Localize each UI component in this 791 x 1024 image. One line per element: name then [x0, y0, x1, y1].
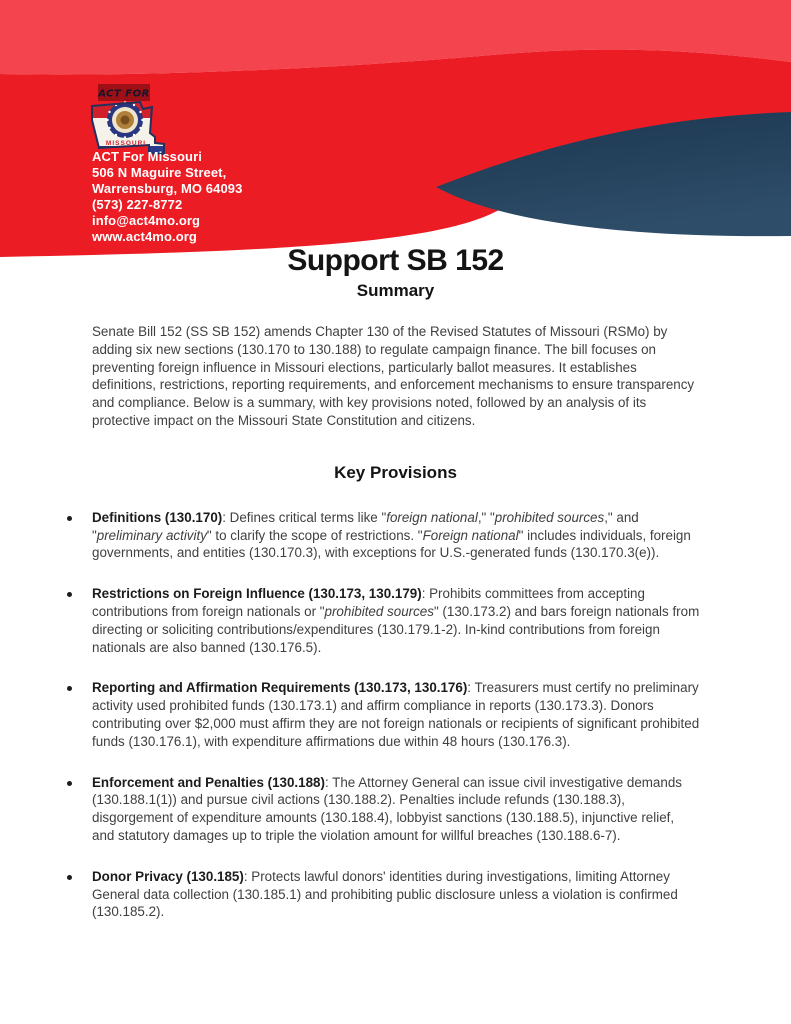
intro-paragraph: Senate Bill 152 (SS SB 152) amends Chapter 130 of the Revised Statutes of Missouri (RSMo) by adding six new sections (130.170 to 130.188) to regulate campaign finance. The bill focuses on preventing foreign influence in Missouri elections, particularly ballot measures. It establishes definitions, restrictions, reporting requirements, and enforcement mechanisms to ensure transparency and compliance. Below is a summary, with key provisions noted, followed by an analysis of its protective impact on the Missouri State Constitution and citizens. — [92, 324, 695, 428]
bullet-dot — [67, 875, 72, 880]
logo-state-label: MISSOURI — [105, 140, 147, 147]
section-heading-key-provisions: Key Provisions — [334, 462, 457, 482]
logo-act-for-label: ACT FOR — [98, 88, 150, 100]
bullet-dot — [67, 516, 72, 521]
bullet-text: Donor Privacy (130.185): Protects lawful donors' identities during investigations, limiting Attorney General data collection (130.185.1) and prohibiting public disclosure unless a violation is confirmed (130.185.2). — [92, 868, 678, 920]
list-item-donor-privacy — [92, 868, 700, 921]
contact-line-email: info@act4mo.org — [92, 212, 201, 228]
contact-line-website: www.act4mo.org — [92, 228, 197, 244]
contact-line-street: 506 N Maguire Street, — [92, 164, 227, 180]
document-content — [0, 245, 791, 944]
contact-line-city: Warrensburg, MO 64093 — [92, 180, 243, 196]
list-item-reporting — [92, 679, 700, 750]
bullet-text: Enforcement and Penalties (130.188): The Attorney General can issue civil investigative demands (130.188.1(1)) and pursue civil actions (130.188.2). Penalties include refunds (130.188.3), disgorgement of expenditure amounts (130.188.4), lobbyist sanctions (130.188.5), injunctive relief, and statutory damages up to triple the violation amount for willful breaches (130.188.6-7). — [92, 774, 682, 843]
contact-line-phone: (573) 227-8772 — [92, 196, 183, 212]
bullet-dot — [67, 686, 72, 691]
contact-block — [92, 149, 242, 244]
bullet-text: Restrictions on Foreign Influence (130.173, 130.179): Prohibits committees from accepting contributions from foreign nationals or "prohibited sources" (130.173.2) and bars foreign nationals from directing or soliciting contributions/expenditures (130.179.1-2). In-kind contributions from foreign nationals are also banned (130.176.5). — [92, 586, 700, 655]
list-item-definitions — [92, 509, 700, 562]
contact-line-org-name: ACT For Missouri — [92, 149, 202, 164]
list-item-enforcement — [92, 774, 700, 845]
bullet-dot — [67, 781, 72, 786]
page-title: Support SB 152 — [287, 244, 504, 277]
bullet-dot — [67, 592, 72, 597]
bullet-text: Reporting and Affirmation Requirements (130.173, 130.176): Treasurers must certify no preliminary activity used prohibited funds (130.173.1) and affirm compliance in reports (130.173.3). Donors contributing over $2,000 must affirm they are not foreign nationals or recipients of significant prohibited funds (130.176.1), with expenditure affirmations due within 48 hours (130.176.3). — [92, 680, 700, 749]
bullet-text: Definitions (130.170): Defines critical terms like "foreign national," "prohibited sources," and "preliminary activity" to clarify the scope of restrictions. "Foreign national" includes individuals, foreign governments, and entities (130.170.3), with exceptions for U.S.-generated funds (130.170.3(e)). — [92, 509, 691, 561]
list-item-restrictions — [92, 585, 700, 656]
provisions-list — [0, 509, 791, 921]
page-subtitle: Summary — [356, 281, 435, 300]
